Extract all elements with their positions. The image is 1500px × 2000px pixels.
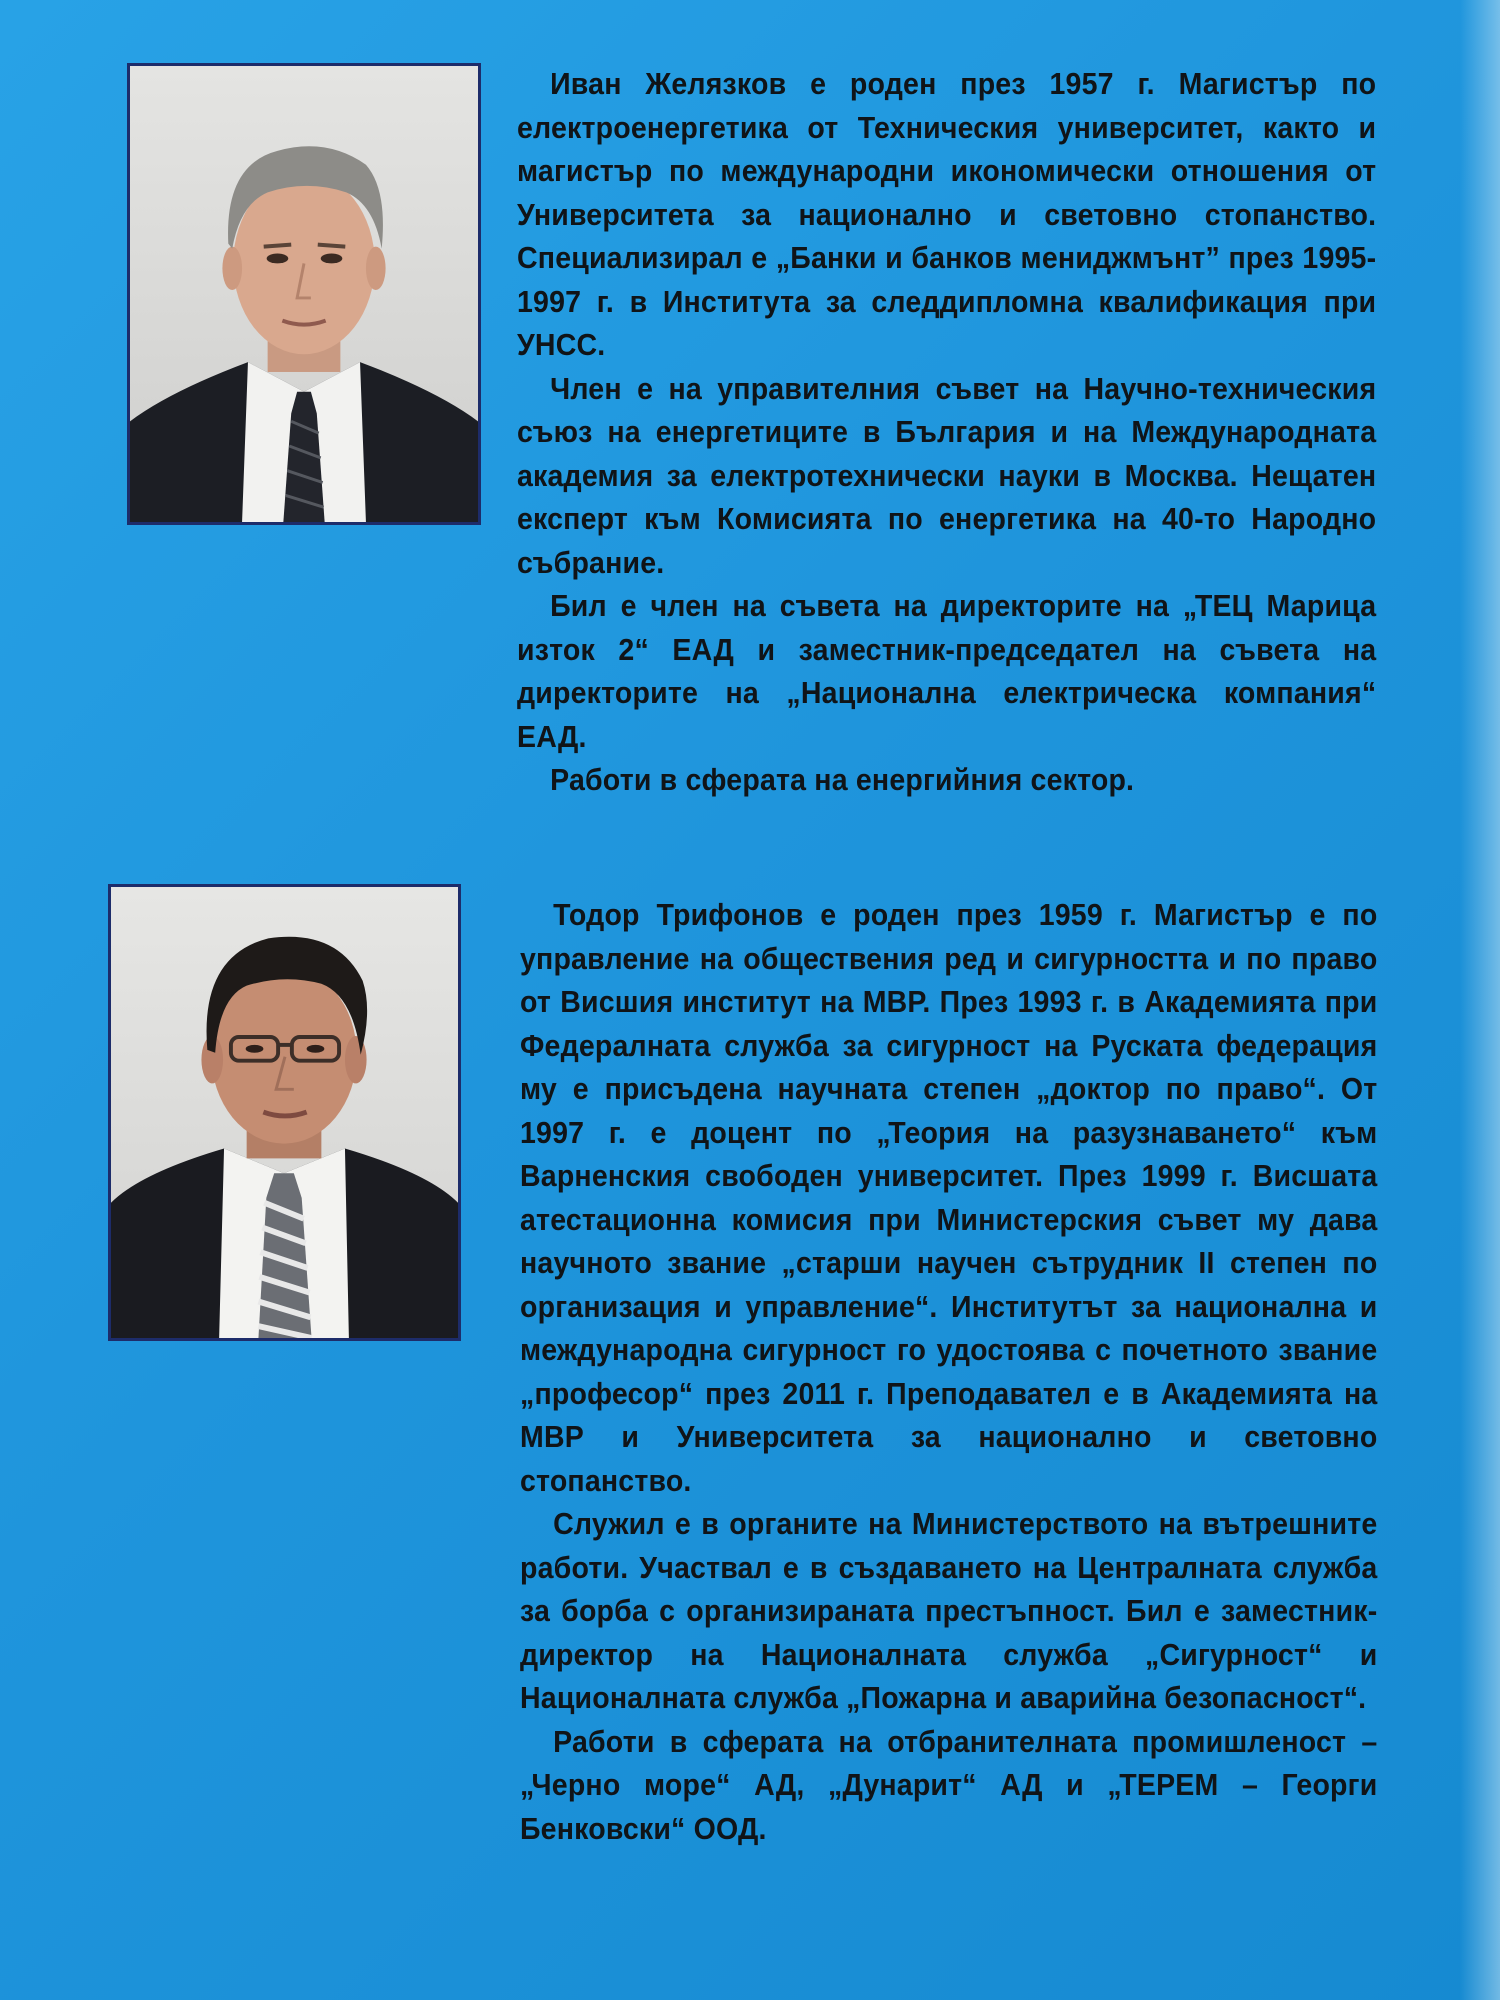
bio-1-paragraph: Член е на управителния съвет на Научно-техническия съюз на енергетиците в България и на Международната академия за електротехнически науки в Москва. Нещатен експерт към Комисията по енергетика на 40-то Народно събрание. <box>517 370 1377 580</box>
portrait-photo-2 <box>108 884 461 1341</box>
portrait-1-image <box>130 66 478 522</box>
portrait-2-image <box>111 887 458 1338</box>
biography-ivan-zhelyazkov <box>517 62 1376 802</box>
bio-1-paragraph: Бил е член на съвета на директорите на „ТЕЦ Марица изток 2“ ЕАД и заместник-председател на съвета на директорите на „Национална електрическа компания“ ЕАД. <box>517 588 1377 754</box>
bio-2-paragraph: Служил е в органите на Министерството на вътрешните работи. Участвал е в създаването на Централната служба за борба с организираната престъпност. Бил е заместник-директор на Националната служба „Сигурност“ и Националната служба „Пожарна и аварийна безопасност“. <box>520 1506 1378 1715</box>
bio-1-paragraph: Иван Желязков е роден през 1957 г. Магистър по електроенергетика от Техническия университет, както и магистър по международни икономически отношения от Университета за национално и световно стопанство. Специализирал е „Банки и банков мениджмънт” през 1995-1997 г. в Института за следдипломна квалификация при УНСС. <box>517 66 1377 362</box>
bio-2-paragraph: Тодор Трифонов е роден през 1959 г. Магистър е по управление на обществения ред и сигурността и по право от Висшия институт на МВР. През 1993 г. в Академията при Федералната служба за сигурност на Руската федерация му е присъдена научната степен „доктор по право“. От 1997 г. е доцент по „Теория на разузнаването“ към Варненския свободен университет. През 1999 г. Висшата атестационна комисия при Министерския съвет му дава научното звание „старши научен сътрудник II степен по организация и управление“. Институтът за национална и международна сигурност го удостоява с почетното звание „професор“ през 2011 г. Преподавател е в Академията на МВР и Университета за национално и световно стопанство. <box>520 897 1378 1498</box>
bio-1-paragraph: Работи в сферата на енергийния сектор. <box>550 762 1135 797</box>
bio-2-paragraph: Работи в сферата на отбранителната промишленост – „Черно море“ АД, „Дунарит“ АД и „ТЕРЕМ – Георги Бенковски“ ООД. <box>520 1723 1378 1846</box>
biography-todor-trifonov <box>520 893 1377 1850</box>
portrait-photo-1 <box>127 63 481 525</box>
